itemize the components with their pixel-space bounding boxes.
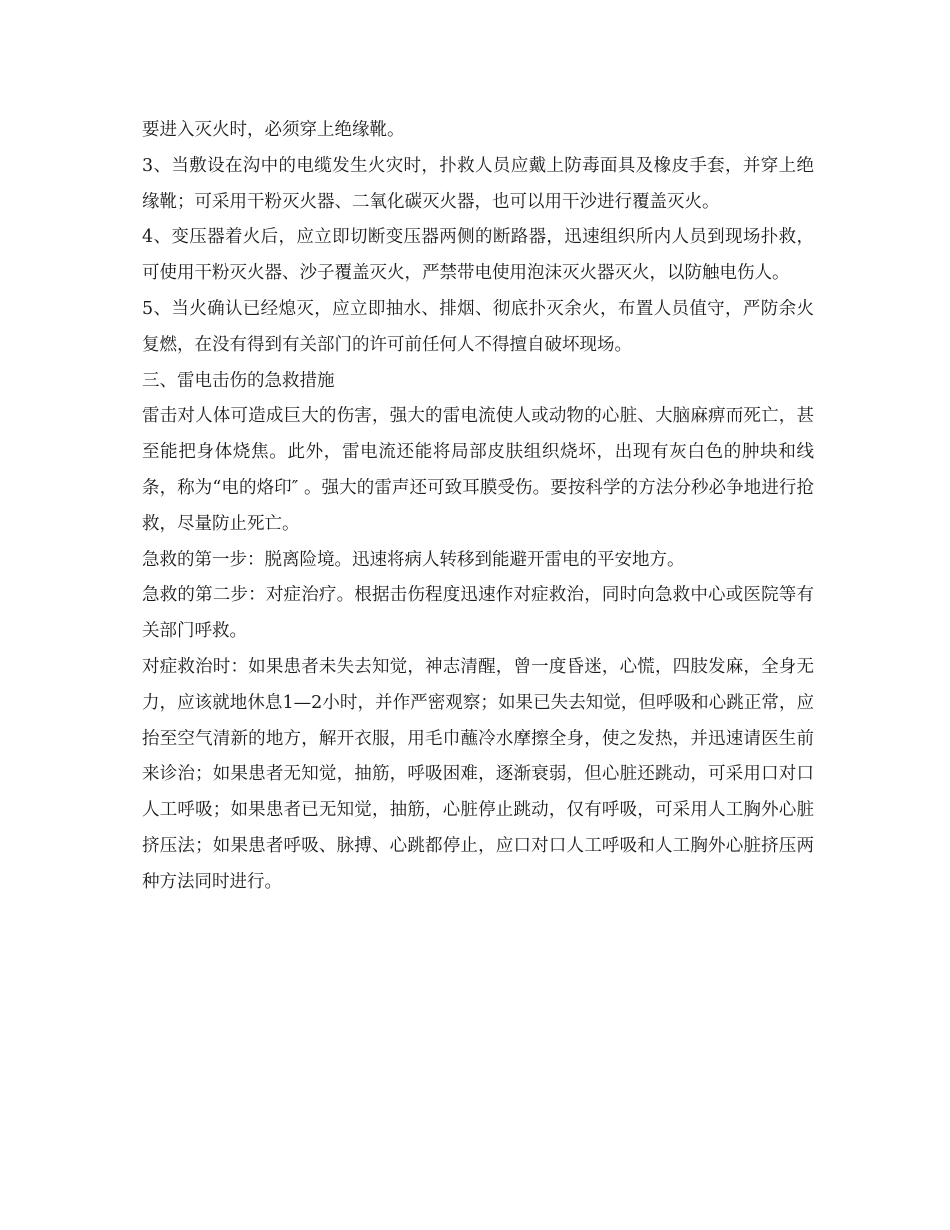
paragraph-continuation: 要进入灭火时，必须穿上绝缘靴。	[142, 120, 405, 140]
paragraph-item-3: 3、当敷设在沟中的电缆发生火灾时，扑救人员应戴上防毒面具及橡皮手套，并穿上绝缘靴；可采用干粉灭火器、二氧化碳灭火器，也可以用干沙进行覆盖灭火。	[142, 155, 814, 212]
document-body	[142, 113, 814, 901]
section-heading: 三、雷电击伤的急救措施	[142, 370, 335, 391]
paragraph-lightning-intro: 雷击对人体可造成巨大的伤害，强大的雷电流使人或动物的心脏、大脑麻痹而死亡，甚至能把身体烧焦。此外，雷电流还能将局部皮肤组织烧坏，出现有灰白色的肿块和线条，称为“电的烙印″ 。强大的雷声还可致耳膜受伤。要按科学的方法分秒必争地进行抢救，尽量防止死亡。	[142, 406, 814, 534]
paragraph-treatment: 对症救治时：如果患者未失去知觉，神志清醒，曾一度昏迷，心慌，四肢发麻，全身无力，应该就地休息1—2小时，并作严密观察；如果已失去知觉，但呼吸和心跳正常，应抬至空气清新的地方，解开衣服，用毛巾蘸冷水摩擦全身，使之发热，并迅速请医生前来诊治；如果患者无知觉，抽筋，呼吸困难，逐渐衰弱，但心脏还跳动，可采用口对口人工呼吸；如果患者已无知觉，抽筋，心脏停止跳动，仅有呼吸，可采用人工胸外心脏挤压法；如果患者呼吸、脉搏、心跳都停止，应口对口人工呼吸和人工胸外心脏挤压两种方法同时进行。	[142, 656, 814, 892]
paragraph-item-4: 4、变压器着火后，应立即切断变压器两侧的断路器，迅速组织所内人员到现场扑救，可使用干粉灭火器、沙子覆盖灭火，严禁带电使用泡沫灭火器灭火，以防触电伤人。	[142, 227, 814, 284]
paragraph-first-step: 急救的第一步：脱离险境。迅速将病人转移到能避开雷电的平安地方。	[142, 549, 685, 570]
paragraph-second-step: 急救的第二步：对症治疗。根据击伤程度迅速作对症救治，同时向急救中心或医院等有关部门呼救。	[142, 585, 814, 642]
paragraph-item-5: 5、当火确认已经熄灭，应立即抽水、排烟、彻底扑灭余火，布置人员值守，严防余火复燃，在没有得到有关部门的许可前任何人不得擅自破坏现场。	[142, 298, 814, 355]
